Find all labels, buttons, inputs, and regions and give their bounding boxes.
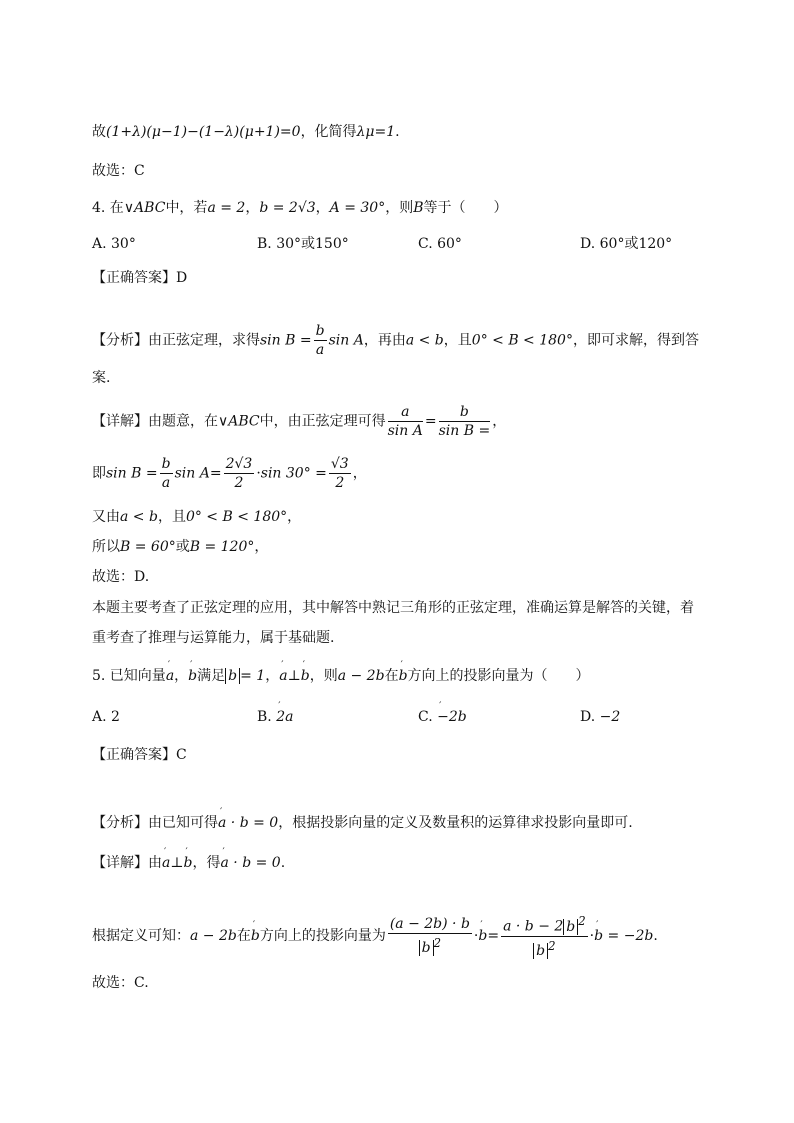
equation: a − 2b	[190, 928, 237, 945]
numerator: b	[315, 323, 325, 339]
vector-b: ′ b	[478, 926, 487, 946]
text: 【分析】由正弦定理，求得	[92, 332, 260, 349]
text: .	[395, 124, 400, 140]
fraction	[388, 915, 472, 958]
equation: sin 30° =	[260, 465, 327, 482]
equation: ′ a · b = 0	[218, 813, 278, 833]
text: 中，若	[165, 200, 208, 216]
variable: B	[413, 200, 424, 216]
text: D.	[580, 709, 596, 725]
solution-line-1	[92, 122, 400, 142]
numerator	[501, 912, 588, 937]
equation: sin A	[174, 465, 210, 482]
text: ，	[254, 539, 269, 555]
equation: B = 60°	[120, 539, 176, 555]
text: ，再由	[363, 332, 406, 349]
text: .	[653, 928, 658, 945]
denominator	[388, 934, 472, 958]
equation: ′ a · b = 0	[221, 853, 281, 873]
text: ，	[245, 200, 260, 216]
triangle-symbol: ∨ABC	[218, 413, 260, 430]
question-4	[92, 198, 508, 218]
equation: sin B =	[106, 465, 158, 482]
denominator: sin B =	[438, 423, 491, 439]
detail-4-line-4	[92, 537, 268, 557]
perp-symbol: ⊥	[287, 668, 301, 684]
question-5	[92, 666, 590, 686]
denominator: 2	[234, 475, 244, 491]
correct-answer-4: 【正确答案】D	[92, 270, 188, 286]
text: 【分析】由已知可得	[92, 815, 218, 831]
text: .	[280, 855, 286, 871]
denominator: a	[161, 475, 171, 491]
equals: =	[209, 465, 222, 482]
text: ，且	[443, 332, 472, 349]
fraction	[439, 403, 491, 440]
analysis-4-cont: 案.	[92, 370, 111, 386]
equation: 0° < B < 180°	[471, 332, 573, 349]
option-d-5	[580, 707, 620, 727]
option-c: C. 60°	[418, 236, 462, 252]
vector-a: ′ a	[166, 666, 174, 686]
exponent: 2	[548, 938, 556, 953]
text: a · b − 2	[503, 918, 564, 935]
text: 在	[236, 928, 251, 945]
equation: −2	[599, 709, 621, 725]
equation: a − 2b	[337, 668, 385, 684]
text: ，	[287, 509, 302, 525]
text: 等于（ ）	[423, 200, 508, 216]
text: ，且	[157, 509, 186, 525]
detail-5	[92, 853, 285, 873]
vector-b: ′ b	[399, 666, 408, 686]
text: 满足	[197, 668, 226, 684]
text: 中，由正弦定理可得	[259, 413, 386, 430]
equals: =	[424, 413, 437, 430]
fraction	[501, 912, 588, 960]
equation: λμ=1	[356, 124, 396, 140]
detail-5-end: 故选：C.	[92, 975, 149, 991]
triangle-symbol: ∨ABC	[123, 200, 166, 216]
analysis-4	[92, 322, 699, 359]
numerator: a	[388, 403, 423, 422]
detail-4-line-5: 故选：D.	[92, 569, 150, 585]
answer-line-3: 故选：C	[92, 163, 145, 179]
equation: ′ b = −2b	[594, 926, 653, 946]
option-c-5	[418, 707, 467, 727]
fraction	[329, 455, 351, 492]
text: 4. 在	[92, 200, 124, 216]
abs-b: b	[533, 943, 548, 959]
option-b-5	[257, 707, 293, 727]
text: 又由	[92, 509, 120, 525]
analysis-5	[92, 813, 633, 833]
numerator: (a − 2b) · b	[389, 915, 470, 932]
denominator: 2	[335, 475, 345, 491]
equation: b = 2√3	[259, 200, 316, 216]
text: ，则	[385, 200, 414, 216]
text: ，	[315, 200, 330, 216]
detail-5-line-2	[92, 912, 658, 960]
vector-a: ′ a	[279, 666, 287, 686]
text: 5. 已知向量	[92, 668, 166, 684]
denominator: a	[315, 342, 325, 358]
text: 或	[175, 539, 190, 555]
dot: ·	[589, 928, 595, 945]
equation: a < b	[405, 332, 444, 349]
equals: =	[487, 928, 500, 945]
text: 【详解】由	[92, 855, 162, 871]
dot: ·	[256, 465, 261, 482]
text: ，根据投影向量的定义及数量积的运算律求投影向量即可.	[278, 815, 633, 831]
text: ，	[265, 668, 280, 684]
equation: A = 30°	[329, 200, 386, 216]
text: ，	[492, 413, 507, 430]
option-a-5: A. 2	[92, 709, 120, 725]
detail-4-line-6: 本题主要考查了正弦定理的应用，其中解答中熟记三角形的正弦定理，准确运算是解答的关键，着	[92, 600, 694, 616]
text: 方向上的投影向量为（ ）	[407, 668, 590, 684]
correct-answer-5: 【正确答案】C	[92, 747, 187, 763]
text: 在	[384, 668, 399, 684]
text: 根据定义可知：	[92, 928, 190, 945]
text: 方向上的投影向量为	[259, 928, 386, 945]
text: ，	[352, 465, 367, 482]
text: ，化简得	[300, 124, 357, 140]
option-b: B. 30°或150°	[257, 236, 349, 252]
vector-a: ′ a	[162, 853, 170, 873]
text: ，即可求解，得到答	[572, 332, 699, 349]
numerator: b	[161, 456, 171, 472]
abs-b: b	[563, 919, 578, 935]
detail-4	[92, 403, 506, 440]
text: 即	[92, 465, 106, 482]
option-d: D. 60°或120°	[580, 236, 673, 252]
perp-symbol: ⊥	[170, 855, 184, 871]
numerator: b	[439, 403, 491, 422]
abs-b: b	[419, 940, 434, 956]
text: C.	[418, 709, 433, 725]
vector-b: ′ b	[184, 853, 193, 873]
detail-4-line-7: 重考查了推理与运算能力，属于基础题.	[92, 630, 335, 646]
numerator: 2√3	[225, 456, 253, 472]
equation: ′ −2b	[437, 707, 467, 727]
text: B.	[257, 709, 272, 725]
text: ，	[174, 668, 189, 684]
vector-b: ′ b	[188, 666, 197, 686]
text: 故	[92, 124, 106, 140]
abs-b: b	[225, 668, 240, 684]
text: ，则	[309, 668, 338, 684]
text: 【详解】由题意，在	[92, 413, 218, 430]
text: 所以	[92, 539, 120, 555]
equation: sin B =	[260, 332, 312, 349]
fraction	[224, 455, 255, 492]
fraction	[388, 403, 423, 440]
exponent: 2	[433, 935, 442, 950]
denominator: sin A	[387, 423, 423, 439]
equation: a = 2	[207, 200, 246, 216]
equation: 0° < B < 180°	[185, 509, 288, 525]
detail-4-line-3	[92, 507, 301, 527]
fraction	[314, 322, 327, 359]
equation: = 1	[240, 668, 266, 684]
detail-4-line-2	[92, 455, 367, 492]
equation: a < b	[120, 509, 158, 525]
exponent: 2	[578, 914, 586, 928]
equation: B = 120°	[189, 539, 255, 555]
text: ，得	[192, 855, 221, 871]
equation: ′ 2a	[276, 707, 293, 727]
equation: (1+λ)(μ−1)−(1−λ)(μ+1)=0	[106, 124, 301, 140]
numerator: √3	[330, 456, 349, 472]
dot: ·	[473, 928, 479, 945]
equation: sin A	[328, 332, 364, 349]
option-a: A. 30°	[92, 236, 136, 252]
vector-b: ′ b	[251, 926, 260, 946]
vector-b: ′ b	[301, 666, 310, 686]
fraction	[160, 455, 173, 492]
denominator	[501, 937, 588, 961]
